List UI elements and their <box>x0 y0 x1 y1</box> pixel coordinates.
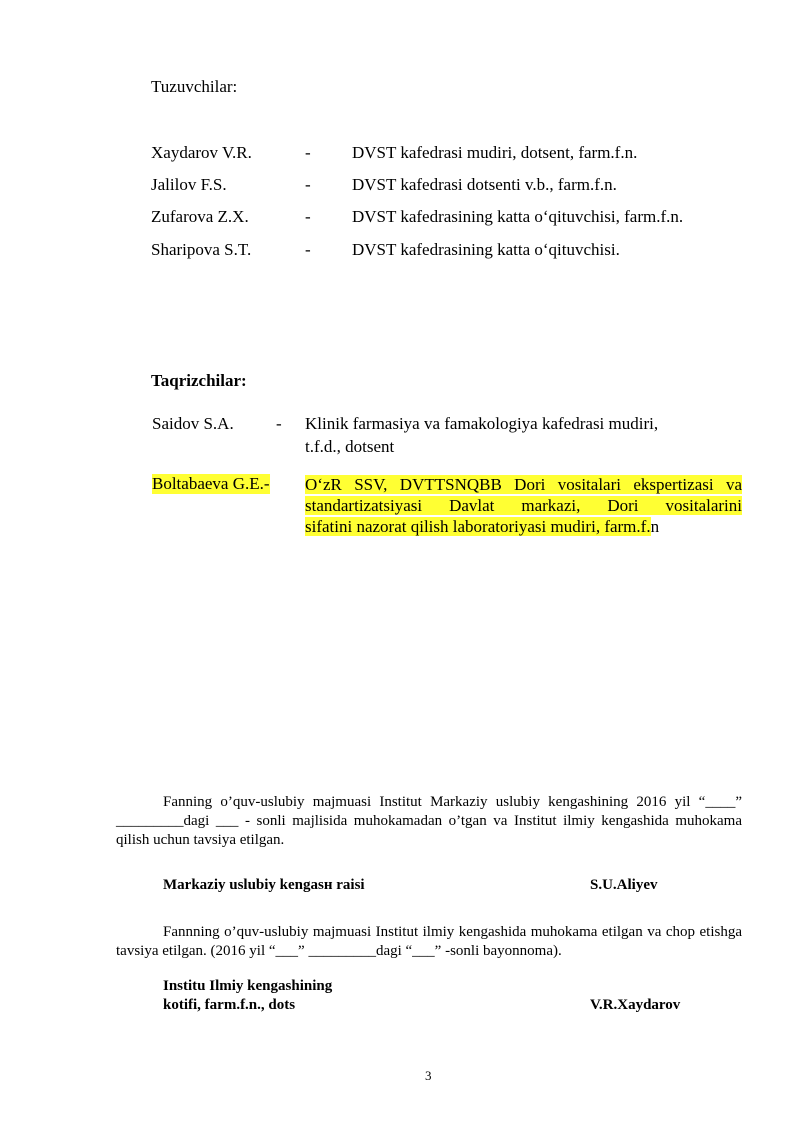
compiler-dash: - <box>305 207 311 226</box>
approval-paragraph-1 <box>116 793 742 850</box>
reviewer-role-line: standartizatsiyasi Davlat markazi, Dori vositalarini <box>305 496 742 515</box>
signer-title: kotifi, farm.f.n., dots <box>163 997 296 1013</box>
reviewer-role-line: Klinik farmasiya va famakologiya kafedrasi mudiri, <box>305 414 659 433</box>
compiler-name: Jalilov F.S. <box>151 175 227 194</box>
approval-paragraph-2 <box>116 923 742 961</box>
reviewer-role-line-wrap <box>305 474 742 495</box>
compiler-role: DVST kafedrasining katta o‘qituvchisi, farm.f.n. <box>352 207 684 226</box>
compiler-row <box>0 207 800 229</box>
compiler-name: Xaydarov V.R. <box>151 143 252 162</box>
compiler-dash: - <box>305 143 311 162</box>
signer-title: Markaziy uslubiy kengasн raisi <box>163 877 365 893</box>
reviewer-role-line: O‘zR SSV, DVTTSNQBB Dori vositalari ekspertizasi va <box>305 475 742 494</box>
page-number: 3 <box>425 1068 432 1083</box>
signer-name: S.U.Aliyev <box>590 877 658 893</box>
compiler-role: DVST kafedrasi mudiri, dotsent, farm.f.n. <box>352 143 638 162</box>
reviewer-role-highlight: sifatini nazorat qilish laboratoriyasi mudiri, farm.f. <box>305 517 651 536</box>
compiler-row <box>0 143 800 165</box>
reviewer-role-line-last <box>305 516 659 537</box>
reviewer-name: Saidov S.A. <box>152 414 234 433</box>
signer-title: Institu Ilmiy kengashining <box>163 978 333 994</box>
compiler-dash: - <box>305 175 311 194</box>
compilers-heading: Tuzuvchilar: <box>151 77 238 96</box>
compiler-dash: - <box>305 240 311 259</box>
compiler-role: DVST kafedrasining katta o‘qituvchisi. <box>352 240 620 259</box>
compiler-row <box>0 175 800 197</box>
reviewer-role-rest: n <box>650 517 660 536</box>
reviewers-heading: Taqrizchilar: <box>151 371 247 390</box>
approval-text: Fannning o’quv-uslubiy majmuasi Institut ilmiy kengashida muhokama etilgan va chop etishga tavsiya etilgan. (2016 yil “___” _________dagi “___” -sonli bayonnoma). <box>116 924 742 959</box>
reviewer-2 <box>0 474 800 540</box>
reviewer-dash: - <box>276 414 282 433</box>
compiler-role: DVST kafedrasi dotsenti v.b., farm.f.n. <box>352 175 617 194</box>
approval-text: Fanning o’quv-uslubiy majmuasi Institut Markaziy uslubiy kengashining 2016 yil “____” _________dagi ___ - sonli majlisida muhokamadan o’tgan va Institut ilmiy kengashida muhokama qilish uchun tavsiya etilgan. <box>116 794 742 848</box>
compiler-name: Zufarova Z.X. <box>151 207 249 226</box>
reviewer-role-line: t.f.d., dotsent <box>305 437 395 456</box>
reviewer-name: Boltabaeva G.E.- <box>152 474 270 493</box>
compiler-name: Sharipova S.T. <box>151 240 252 259</box>
signer-name: V.R.Xaydarov <box>590 997 681 1013</box>
reviewer-1 <box>0 414 800 458</box>
compiler-row <box>0 240 800 262</box>
reviewer-role-line-wrap <box>305 495 742 516</box>
